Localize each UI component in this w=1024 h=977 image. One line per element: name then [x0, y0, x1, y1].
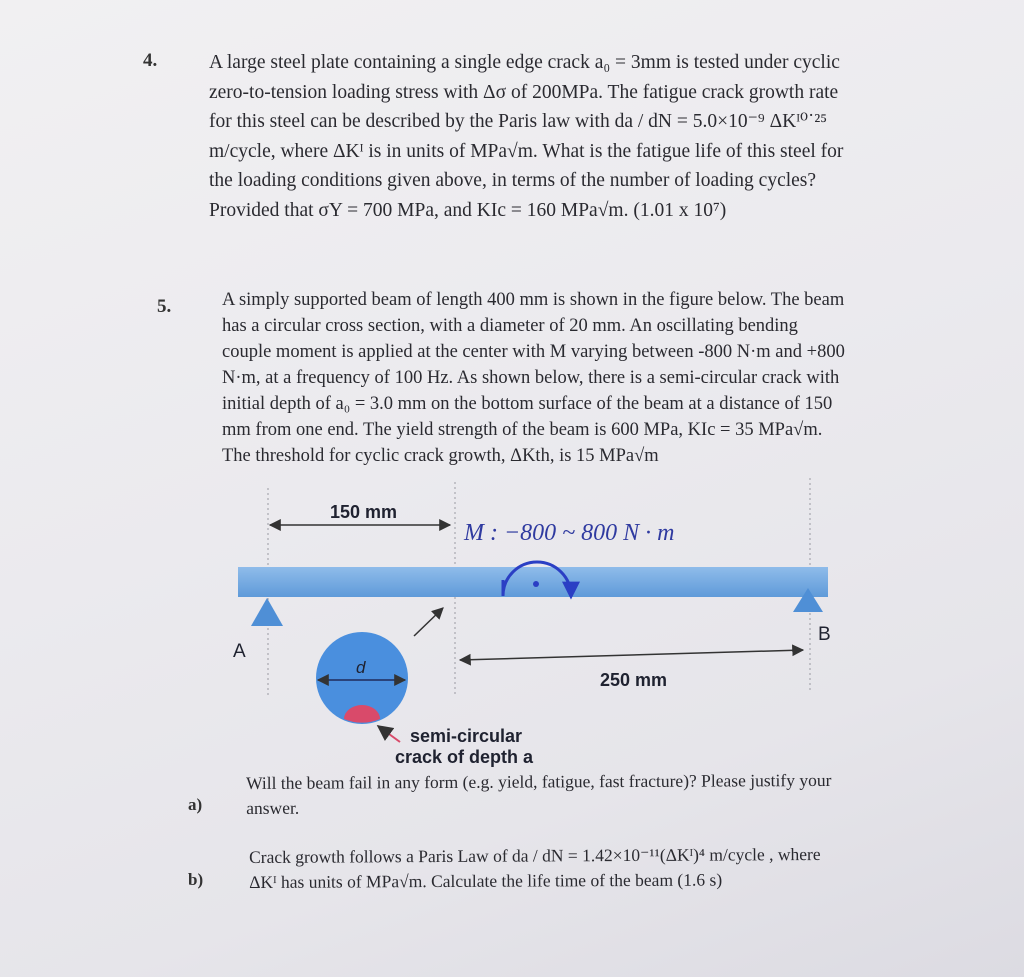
dimension-label-250: 250 mm [600, 670, 668, 690]
question-5-line: N·m, at a frequency of 100 Hz. As shown below, there is a semi-circular crack with [222, 368, 840, 388]
question-4-line: the loading conditions given above, in terms of the number of loading cycles? [209, 170, 817, 191]
question-5-line: couple moment is applied at the center with M varying between -800 N·m and +800 [222, 342, 845, 362]
question-5-line: A simply supported beam of length 400 mm is shown in the figure below. The beam [222, 290, 845, 310]
question-4-line: A large steel plate containing a single edge crack a₀ = 3mm is tested under cyclic [209, 52, 840, 73]
beam-figure [0, 470, 1024, 780]
crack-label-line1: semi-circular [410, 726, 523, 746]
question-5-line: has a circular cross section, with a diameter of 20 mm. An oscillating bending [222, 316, 798, 336]
part-b-line: ΔKᴵ has units of MPa√m. Calculate the life time of the beam (1.6 s) [249, 869, 723, 892]
support-a-label: A [233, 641, 246, 662]
question-5-line: The threshold for cyclic crack growth, ΔKth, is 15 MPa√m [222, 446, 659, 466]
diameter-label: d [356, 658, 366, 677]
moment-center-dot [533, 581, 539, 587]
beam [238, 567, 828, 597]
part-a-line: answer. [246, 797, 300, 818]
part-a-line: Will the beam fail in any form (e.g. yield, fatigue, fast fracture)? Please justify your [246, 769, 832, 793]
moment-label: M : −800 ~ 800 N · m [464, 520, 675, 546]
question-5-text [222, 287, 902, 469]
support-a-icon [251, 598, 283, 626]
question-4-line: for this steel can be described by the Paris law with da / dN = 5.0×10⁻⁹ ΔKᴵ⁰˙²⁵ [209, 111, 828, 132]
support-b-label: B [818, 624, 831, 645]
part-a-label: a) [188, 795, 203, 814]
question-4-line: Provided that σY = 700 MPa, and KIc = 160 MPa√m. (1.01 x 10⁷) [209, 199, 727, 221]
part-b-line: Crack growth follows a Paris Law of da / dN = 1.42×10⁻¹¹(ΔKᴵ)⁴ m/cycle , where [249, 844, 821, 867]
question-4-line: zero-to-tension loading stress with Δσ of 200MPa. The fatigue crack growth rate [209, 81, 839, 103]
part-b-label: b) [188, 870, 204, 889]
dimension-arrow-250 [460, 650, 803, 660]
dimension-label-150: 150 mm [330, 502, 398, 522]
question-4-line: m/cycle, where ΔKᴵ is in units of MPa√m. What is the fatigue life of this steel for [209, 140, 844, 162]
question-5-line: mm from one end. The yield strength of the beam is 600 MPa, KIc = 35 MPa√m. [222, 420, 823, 440]
question-4-number: 4. [143, 50, 158, 71]
question-4-text [209, 48, 909, 225]
crack-pointer-line [414, 608, 443, 636]
question-5-line: initial depth of a₀ = 3.0 mm on the bottom surface of the beam at a distance of 150 [222, 394, 833, 414]
question-5-number: 5. [157, 296, 172, 317]
part-a-text [246, 768, 886, 821]
part-b-text [249, 842, 889, 895]
crack-callout-arrow [378, 726, 400, 742]
crack-label-line2: crack of depth a [395, 747, 534, 767]
